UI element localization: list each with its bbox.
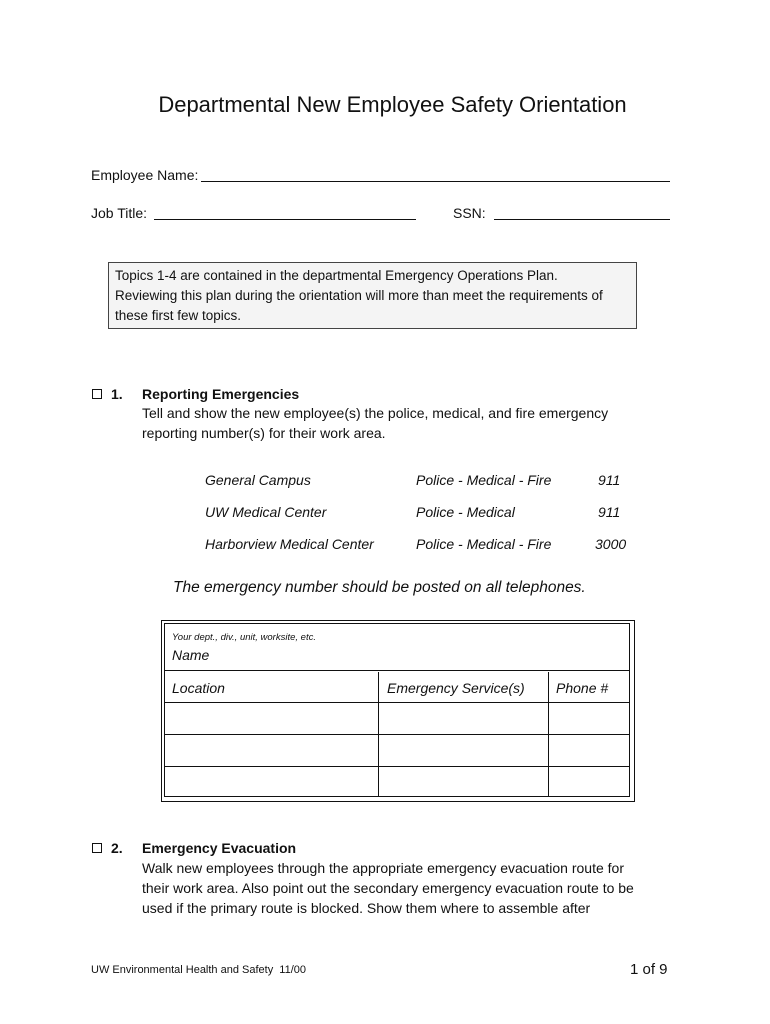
section-1-checkbox[interactable] [92, 389, 102, 399]
table-small-label: Your dept., div., unit, worksite, etc. [172, 632, 316, 643]
table-cell-phone[interactable] [549, 703, 629, 734]
table-name-label: Name [172, 647, 210, 663]
employee-name-field[interactable] [201, 181, 670, 182]
table-cell-phone[interactable] [549, 767, 629, 796]
section-2-line-2: their work area. Also point out the secondary emergency evacuation route to be [142, 880, 634, 896]
table-cell-location[interactable] [165, 703, 378, 734]
page-number: 1 of 9 [630, 961, 668, 978]
contact-services: Police - Medical [416, 504, 515, 520]
section-2-line-3: used if the primary route is blocked. Show them where to assemble after [142, 900, 591, 916]
table-divider [165, 670, 629, 671]
table-cell-phone[interactable] [549, 735, 629, 766]
contact-number: 911 [598, 472, 621, 488]
col-header-phone: Phone # [556, 680, 609, 696]
section-2-checkbox[interactable] [92, 843, 102, 853]
section-1-line-2: reporting number(s) for their work area. [142, 425, 386, 441]
table-cell-location[interactable] [165, 735, 378, 766]
section-2-line-1: Walk new employees through the appropriate emergency evacuation route for [142, 860, 624, 876]
contact-place: UW Medical Center [205, 504, 327, 520]
section-2-number: 2. [111, 840, 123, 856]
table-cell-service[interactable] [379, 703, 548, 734]
section-2-description [142, 858, 634, 918]
table-cell-service[interactable] [379, 767, 548, 796]
contact-number: 3000 [595, 536, 627, 552]
posted-note: The emergency number should be posted on all telephones. [173, 579, 586, 596]
contact-number: 911 [598, 504, 621, 520]
ssn-label: SSN: [453, 205, 486, 221]
table-cell-location[interactable] [165, 767, 378, 796]
section-2-heading: Emergency Evacuation [142, 840, 297, 856]
footer-left: UW Environmental Health and Safety 11/00 [91, 964, 307, 976]
job-title-field[interactable] [154, 219, 416, 220]
section-1-line-1: Tell and show the new employee(s) the police, medical, and fire emergency [142, 405, 609, 421]
emergency-table [164, 623, 630, 797]
col-header-location: Location [172, 680, 225, 696]
table-cell-service[interactable] [379, 735, 548, 766]
section-1-number: 1. [111, 386, 123, 402]
note-line-3: these first few topics. [115, 308, 242, 323]
employee-name-label: Employee Name: [91, 167, 199, 183]
contact-services: Police - Medical - Fire [416, 472, 552, 488]
col-header-service: Emergency Service(s) [387, 680, 525, 696]
contact-place: General Campus [205, 472, 311, 488]
topics-note-box [108, 262, 637, 329]
job-title-label: Job Title: [91, 205, 148, 221]
ssn-field[interactable] [494, 219, 670, 220]
section-1-description [142, 403, 608, 443]
note-line-1: Topics 1-4 are contained in the departmental Emergency Operations Plan. [115, 268, 558, 283]
contact-place: Harborview Medical Center [205, 536, 374, 552]
contact-services: Police - Medical - Fire [416, 536, 552, 552]
note-line-2: Reviewing this plan during the orientation will more than meet the requirements of [115, 288, 603, 303]
section-1-heading: Reporting Emergencies [142, 386, 300, 402]
page-title: Departmental New Employee Safety Orientation [158, 92, 627, 117]
